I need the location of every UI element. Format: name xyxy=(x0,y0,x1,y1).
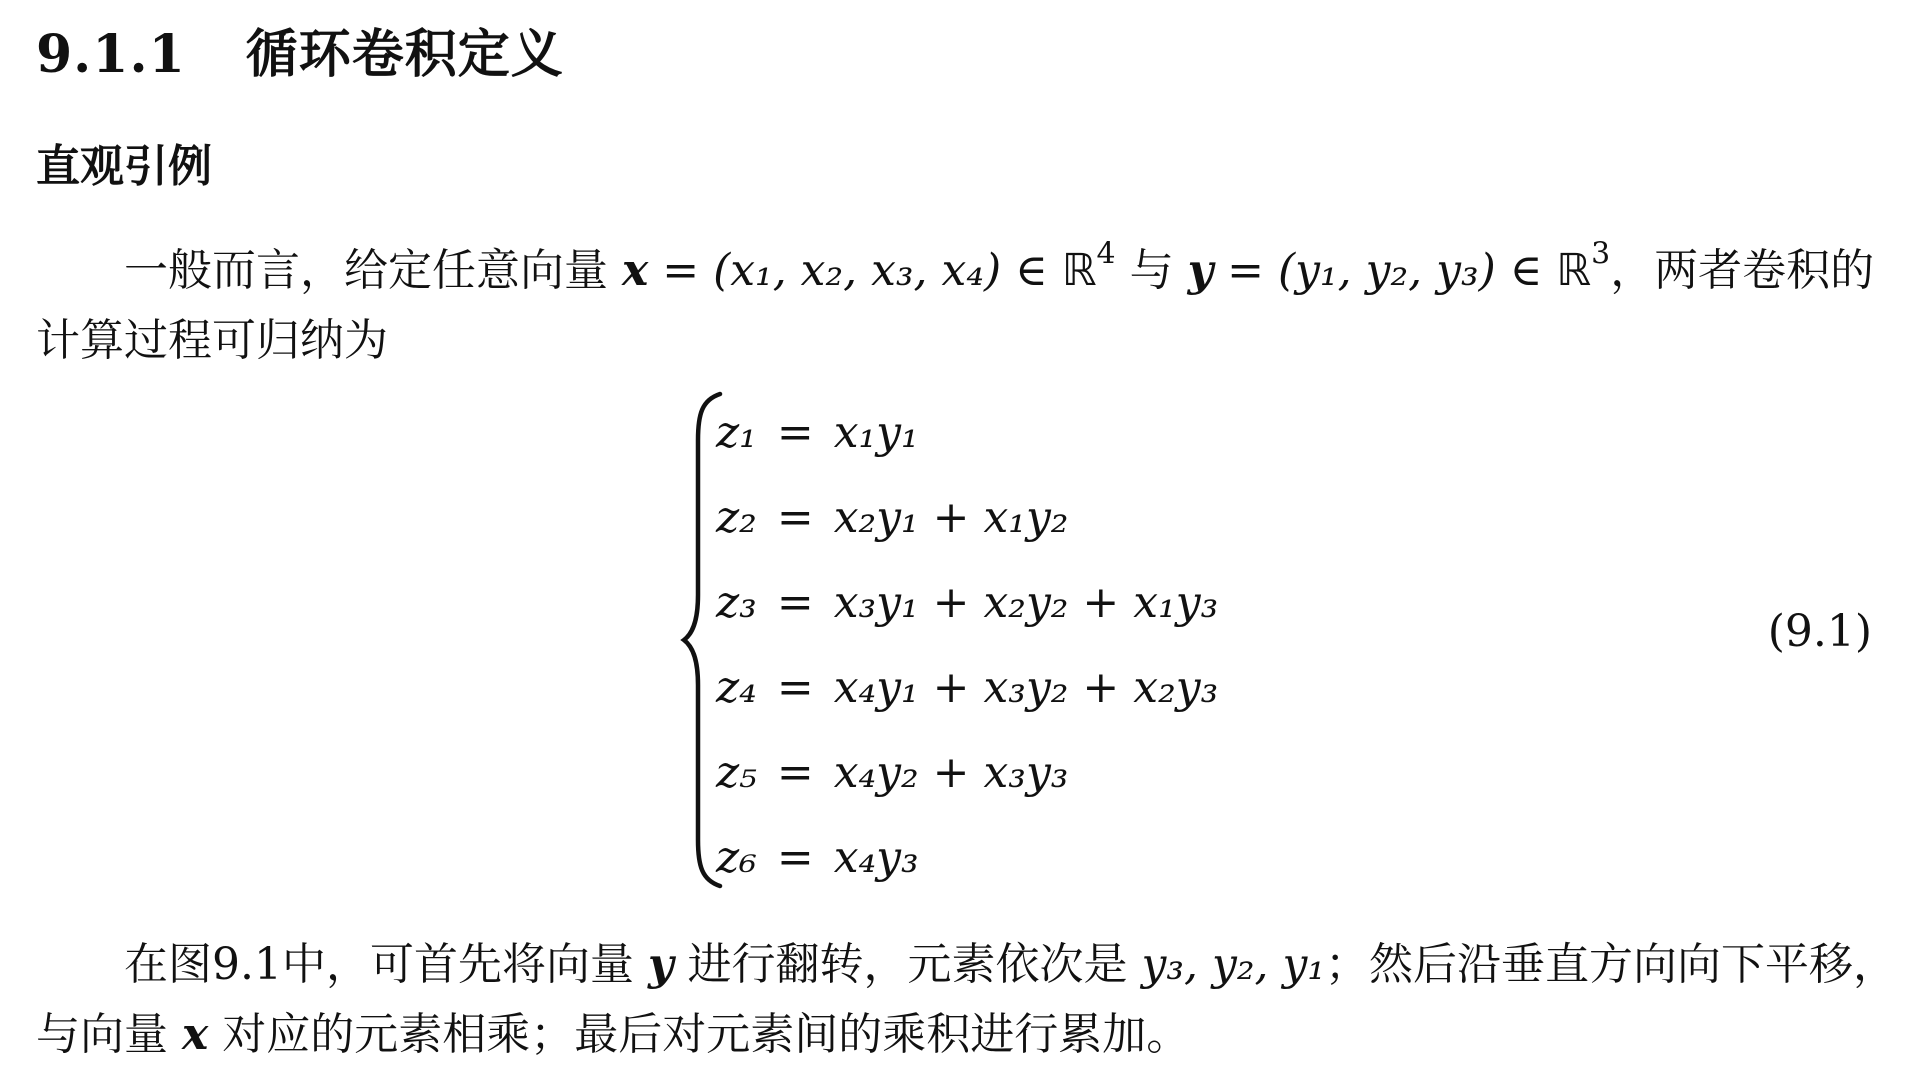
paragraph-text: ，两者卷积的 xyxy=(1610,245,1875,296)
equation-rhs: x₄y₁ + x₃y₂ + x₂y₃ xyxy=(833,662,1219,713)
paragraph-line xyxy=(36,1000,1876,1070)
equation-lhs: z₁ xyxy=(716,407,757,458)
paragraph-text: ；然后沿垂直方向向下平移， xyxy=(1324,939,1897,990)
paragraph-line: 计算过程可归纳为 xyxy=(36,315,388,366)
equation-row xyxy=(716,730,1218,815)
real-space-symbol: ℝ xyxy=(1061,245,1097,296)
equals-sign: = xyxy=(776,577,814,628)
paragraph-text: 一般而言，给定任意向量 xyxy=(124,245,608,296)
equals-sign: = xyxy=(776,407,814,458)
equation-rhs: x₂y₁ + x₁y₂ xyxy=(833,492,1069,543)
equation-row xyxy=(716,815,1218,900)
intro-paragraph xyxy=(36,236,1876,376)
equation-row xyxy=(716,645,1218,730)
equation-rhs: x₃y₁ + x₂y₂ + x₁y₃ xyxy=(833,577,1219,628)
paragraph-text: 与向量 xyxy=(36,1009,182,1060)
paragraph-text: 进行翻转，元素依次是 xyxy=(673,939,1142,990)
section-number: 9.1.1 xyxy=(36,24,186,85)
section-heading xyxy=(36,12,564,87)
flipped-sequence: y₃, y₂, y₁ xyxy=(1141,939,1325,990)
equation-lhs: z₃ xyxy=(716,577,757,628)
equation-row xyxy=(716,390,1218,475)
real-space-symbol: ℝ xyxy=(1556,245,1592,296)
equation-lhs: z₆ xyxy=(716,832,757,883)
equation-rhs: x₄y₃ xyxy=(833,832,919,883)
equals-sign: = xyxy=(776,492,814,543)
explanation-paragraph xyxy=(36,930,1897,1070)
equation-system xyxy=(680,390,1280,890)
paragraph-line xyxy=(36,930,1897,1000)
equals-sign: = xyxy=(776,747,814,798)
conjunction-text: 与 xyxy=(1115,245,1188,296)
equals-sign: = xyxy=(776,662,814,713)
equation-lhs: z₄ xyxy=(716,662,757,713)
equation-number: (9.1) xyxy=(1767,606,1872,657)
section-title: 循环卷积定义 xyxy=(245,24,564,85)
equation-lines xyxy=(716,390,1218,900)
vector-x-symbol: x xyxy=(182,1009,209,1060)
equals-sign: = xyxy=(776,832,814,883)
dimension-superscript: 3 xyxy=(1591,236,1611,272)
vector-y-definition: = (y₁, y₂, y₃) ∈ xyxy=(1213,245,1557,296)
vector-y-symbol: y xyxy=(1187,245,1214,296)
subsection-heading: 直观引例 xyxy=(36,141,212,192)
paragraph-text: 在图9.1中，可首先将向量 xyxy=(124,939,648,990)
equation-lhs: z₅ xyxy=(716,747,757,798)
equation-lhs: z₂ xyxy=(716,492,757,543)
paragraph-text: 对应的元素相乘；最后对元素间的乘积进行累加。 xyxy=(208,1009,1191,1060)
equation-row xyxy=(716,475,1218,560)
vector-x-definition: = (x₁, x₂, x₃, x₄) ∈ xyxy=(648,245,1062,296)
equation-row xyxy=(716,560,1218,645)
equation-rhs: x₄y₂ + x₃y₃ xyxy=(833,747,1069,798)
paragraph-line xyxy=(36,236,1876,306)
vector-y-symbol: y xyxy=(647,939,674,990)
vector-x-symbol: x xyxy=(622,245,649,296)
equation-rhs: x₁y₁ xyxy=(833,407,919,458)
dimension-superscript: 4 xyxy=(1096,236,1116,272)
